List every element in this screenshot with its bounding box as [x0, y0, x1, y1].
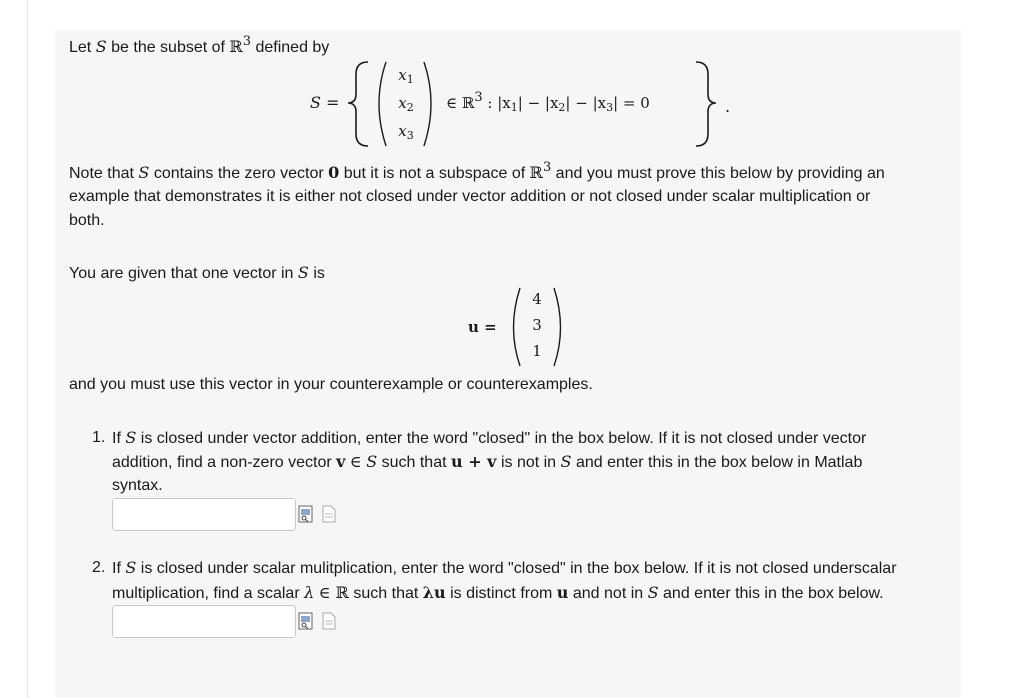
q2-2e: and enter this in the box below.	[663, 585, 884, 602]
note-dim: 3	[542, 160, 552, 175]
note-1b: contains the zero vector	[153, 165, 324, 182]
q1-set-symbol-3: S	[560, 452, 572, 471]
note-1c: but it is not a subspace of	[343, 165, 526, 182]
q2-line-1	[112, 557, 897, 580]
condition-part-a: : |x	[487, 94, 511, 112]
q1-1a: If	[112, 430, 121, 447]
real-field: ℝ	[229, 37, 243, 56]
q2-set-symbol: S	[125, 558, 137, 577]
q2-number: 2.	[92, 559, 106, 576]
document-preview-icon[interactable]	[298, 505, 314, 523]
vector-x2: $x_2$	[398, 94, 414, 114]
q2-2d: and not in	[572, 585, 644, 602]
note-line-1	[69, 162, 885, 186]
definition-period: .	[725, 97, 731, 116]
q1-1b: is closed under vector addition, enter the word "closed" in the box below. If it is not closed under vector	[140, 430, 867, 447]
condition-part-b: | − |x	[517, 94, 559, 112]
q2-1a: If	[112, 560, 121, 577]
condition-index-2: 2	[558, 101, 566, 114]
u-component-3: 1	[532, 342, 542, 360]
membership-symbol: ∈ ℝ	[446, 94, 475, 112]
q2-lambda-u: λu	[422, 583, 446, 602]
q2-u: u	[556, 583, 569, 602]
q2-lambda: λ	[304, 583, 315, 602]
q1-2d: and enter this in the box below in Matlab	[575, 454, 863, 471]
vector-x3: $x_3$	[398, 122, 414, 142]
given-text	[69, 262, 325, 285]
intro-suffix: defined by	[255, 39, 330, 56]
given-text-b: is	[313, 265, 325, 282]
q1-line-3: syntax.	[112, 477, 163, 494]
zero-vector: 0	[328, 163, 340, 182]
q2-answer-input[interactable]	[112, 605, 296, 638]
note-line-2: example that demonstrates it is either not closed under vector addition or not closed under scalar multiplication or	[69, 188, 871, 205]
u-component-2: 3	[532, 316, 542, 334]
q2-2a: multiplication, find a scalar	[112, 585, 300, 602]
set-condition	[446, 92, 650, 116]
condition-index-1: 1	[510, 101, 518, 114]
membership-dim: 3	[474, 90, 483, 105]
q1-2c: is not in	[500, 454, 557, 471]
given-set-symbol: S	[297, 263, 309, 282]
intro-mid: be the subset of	[111, 39, 225, 56]
q1-v: v	[336, 452, 346, 471]
document-preview-icon[interactable]	[298, 612, 314, 630]
q1-2b: such that	[381, 454, 447, 471]
given-text-a: You are given that one vector in	[69, 265, 294, 282]
document-icon[interactable]	[321, 612, 337, 630]
condition-index-3: 3	[606, 101, 614, 114]
q1-set-symbol: S	[125, 428, 137, 447]
q1-in: ∈	[349, 452, 362, 471]
q2-2b: such that	[353, 585, 419, 602]
q1-number: 1.	[92, 429, 106, 446]
document-icon[interactable]	[321, 505, 337, 523]
condition-part-d: | = 0	[613, 94, 650, 112]
q1-set-symbol-2: S	[366, 452, 378, 471]
u-label: u =	[468, 318, 497, 336]
given-after: and you must use this vector in your counterexample or counterexamples.	[69, 376, 593, 393]
condition-part-c: | − |x	[565, 94, 607, 112]
q2-in-R: ∈ ℝ	[318, 583, 349, 602]
q1-answer-input[interactable]	[112, 498, 296, 531]
dimension: 3	[242, 34, 252, 49]
note-field: ℝ	[529, 163, 543, 182]
q2-2c: is distinct from	[450, 585, 553, 602]
vector-x1: $x_1$	[398, 66, 414, 86]
q1-u-plus-v: u + v	[451, 452, 497, 471]
intro-prefix: Let	[69, 39, 92, 56]
note-1d: and you must prove this below by providing an	[555, 165, 885, 182]
u-component-1: 4	[532, 290, 542, 308]
note-line-3: both.	[69, 212, 105, 229]
set-lhs: S =	[310, 93, 340, 112]
q2-set-symbol-2: S	[647, 583, 659, 602]
q2-1b: is closed under scalar mulitplication, enter the word "closed" in the box below. If it is not closed underscalar	[140, 560, 897, 577]
note-1a: Note that	[69, 165, 134, 182]
q2-line-2	[112, 582, 884, 605]
q1-2a: addition, find a non-zero vector	[112, 454, 332, 471]
set-symbol: S	[95, 37, 107, 56]
q1-line-1	[112, 427, 866, 450]
note-set-symbol: S	[138, 163, 150, 182]
q1-line-2	[112, 451, 862, 474]
